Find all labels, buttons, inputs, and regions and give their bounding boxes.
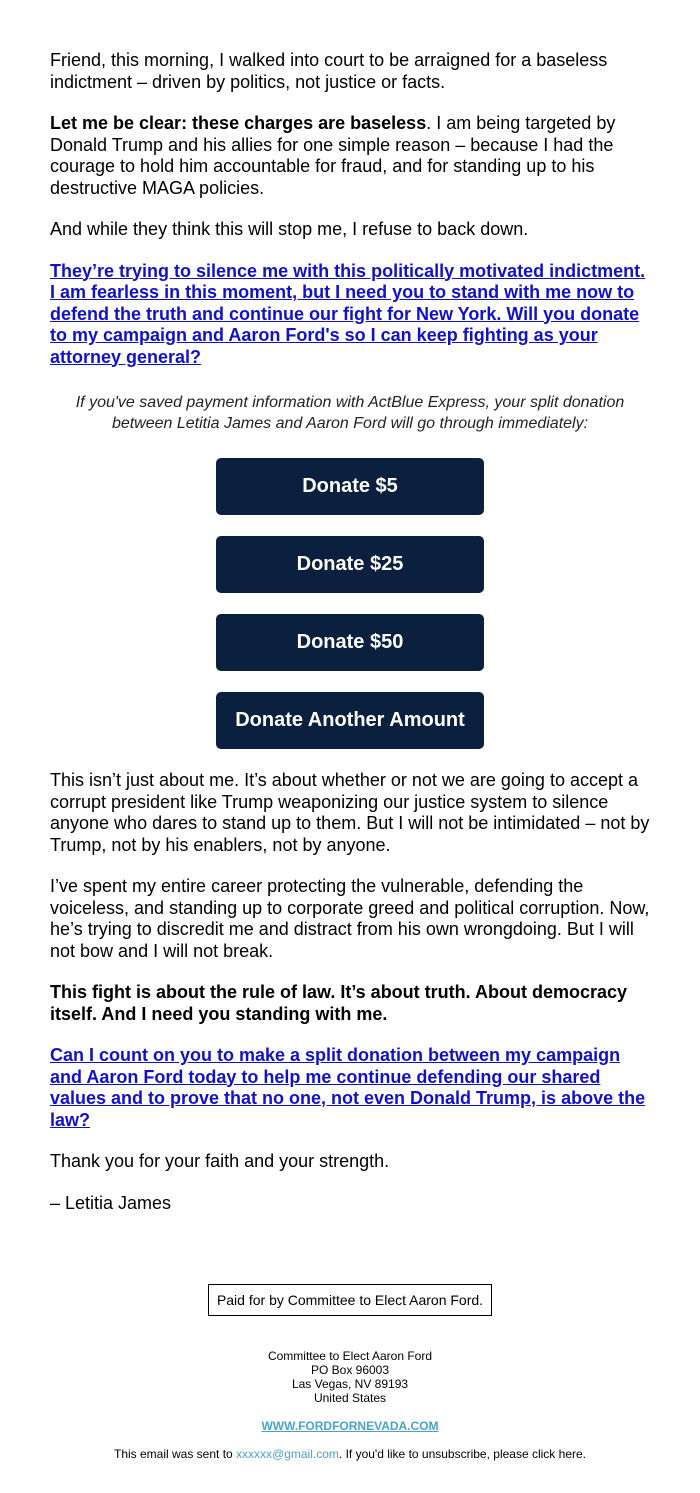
website-link[interactable]: WWW.FORDFORNEVADA.COM (261, 1419, 439, 1433)
split-donation-link[interactable]: Can I count on you to make a split donation between my campaign and Aaron Ford today to help me continue defending our shared values and to prove that no one, not even Donald Trump, is above the law? (50, 1045, 646, 1130)
unsubscribe-text: . If you'd like to unsubscribe, please click here. (338, 1447, 586, 1461)
not-about-me-paragraph: This isn’t just about me. It’s about whether or not we are going to accept a corrupt president like Trump weaponizing our justice system to silence anyone who dares to stand up to them. But I will not be intimidated – not by Trump, not by his enablers, not by anyone. (50, 770, 650, 855)
address-line: Committee to Elect Aaron Ford (267, 1349, 433, 1363)
address-line: Las Vegas, NV 89193 (291, 1377, 409, 1391)
charges-paragraph (50, 113, 650, 199)
thanks-paragraph: Thank you for your faith and your strength. (50, 1151, 390, 1171)
mailing-address (0, 1349, 700, 1405)
career-paragraph: I’ve spent my entire career protecting the vulnerable, defending the voiceless, and standing up to corporate greed and political corruption. Now, he’s trying to discredit me and distract from his own wrongdoing. But I will not bow and I will not break. (50, 876, 650, 961)
donate-appeal-link[interactable]: They’re trying to silence me with this politically motivated indictment. I am fearless in this moment, but I need you to stand with me now to defend the truth and continue our fight for New York. Will you donate to my campaign and Aaron Ford's so I can keep fighting as your attorney general? (50, 260, 646, 367)
charges-text: . I am being targeted by Donald Trump and his allies for one simple reason – because I had the courage to hold him accountable for fraud, and for standing up to his destructive MAGA policies. (50, 113, 616, 198)
email-address-link[interactable]: xxxxxx@gmail.com (236, 1447, 339, 1461)
paid-for-disclaimer: Paid for by Committee to Elect Aaron Ford. (208, 1284, 492, 1316)
rule-of-law-paragraph: This fight is about the rule of law. It’s about truth. About democracy itself. And I need you standing with me. (50, 982, 628, 1024)
footer (0, 1284, 700, 1486)
email-body (50, 0, 650, 1214)
actblue-note: If you've saved payment information with ActBlue Express, your split donation between Letitia James and Aaron Ford will go through immediately: (75, 394, 625, 432)
sent-prefix: This email was sent to (113, 1447, 237, 1461)
signature: – Letitia James (50, 1192, 172, 1213)
intro-paragraph: Friend, this morning, I walked into court to be arraigned for a baseless indictment – driven by politics, not justice or facts. (50, 50, 608, 92)
unsubscribe-line (0, 1447, 700, 1486)
donate-5-button[interactable]: Donate $5 (216, 458, 484, 515)
address-line: PO Box 96003 (310, 1363, 390, 1377)
refuse-paragraph: And while they think this will stop me, I refuse to back down. (50, 219, 529, 239)
donate-buttons (50, 458, 650, 749)
donate-other-amount-button[interactable]: Donate Another Amount (216, 692, 484, 749)
donate-25-button[interactable]: Donate $25 (216, 536, 484, 593)
address-line: United States (313, 1391, 387, 1405)
donate-50-button[interactable]: Donate $50 (216, 614, 484, 671)
bold-statement: Let me be clear: these charges are baseless (50, 113, 427, 133)
